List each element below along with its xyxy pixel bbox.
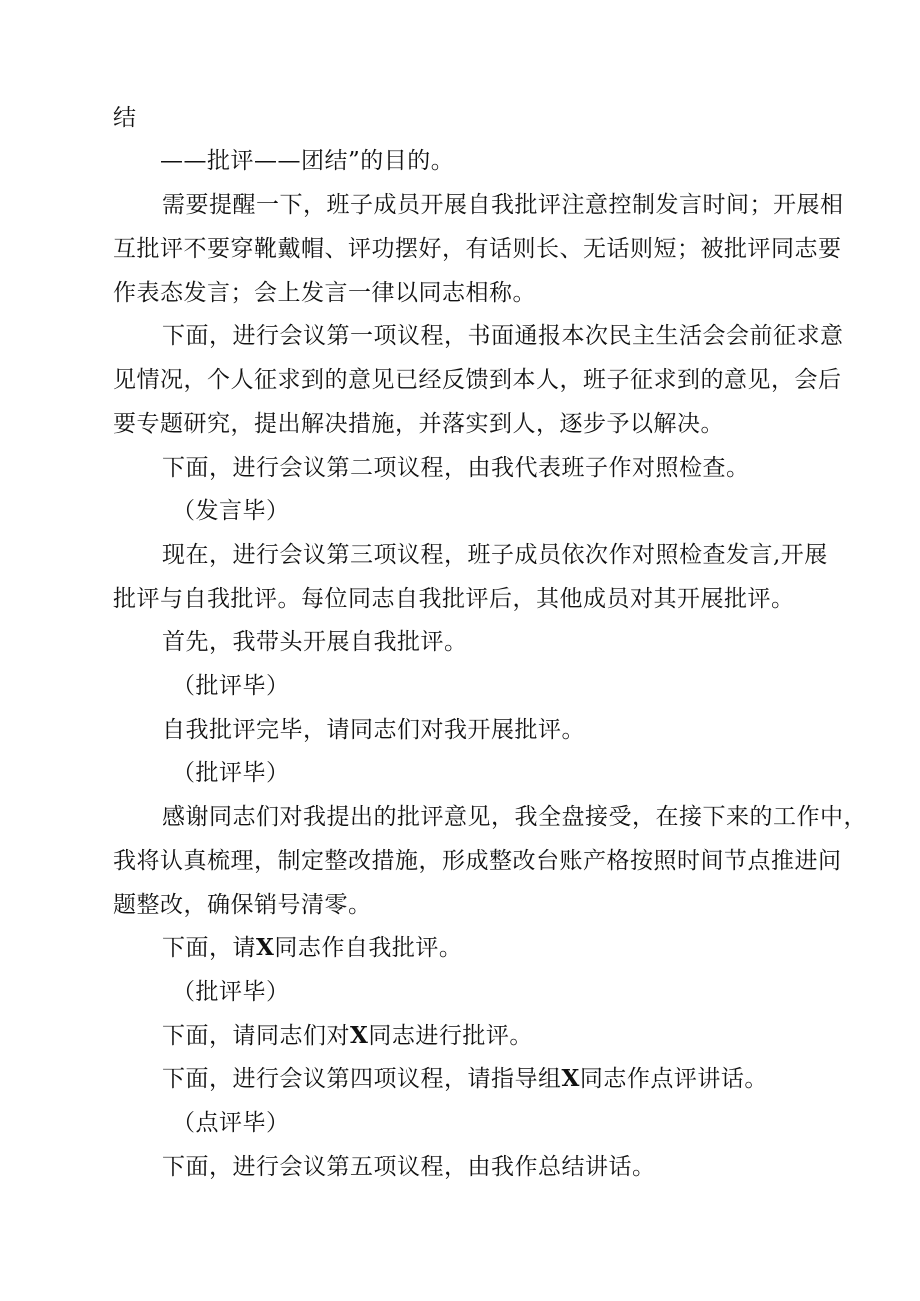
text-line-8: 要专题研究，提出解决措施，并落实到人，逐步予以解决。: [113, 411, 724, 437]
text-line-2: ——批评——团结”的目的。: [160, 148, 455, 174]
text-segment: 同志作点评讲话。: [579, 1066, 768, 1092]
text-line-19: 题整改，确保销号清零。: [113, 892, 372, 918]
text-line-4: 互批评不要穿靴戴帽、评功摆好，有话则长、无话则短；被批评同志要: [113, 236, 842, 262]
text-segment: 同志进行批评。: [368, 1023, 533, 1049]
text-line-20: [162, 933, 462, 963]
text-segment: 下面，进行会议第四项议程，请指导组: [162, 1066, 562, 1092]
text-line-1: 结: [113, 105, 137, 131]
text-line-25: 下面，进行会议第五项议程，由我作总结讲话。: [162, 1154, 656, 1180]
text-line-7: 见情况，个人征求到的意见已经反馈到本人，班子征求到的意见，会后: [113, 367, 842, 393]
remark-comment-finished: （点评毕）: [172, 1110, 290, 1136]
text-line-9: 下面，进行会议第二项议程，由我代表班子作对照检查。: [162, 455, 750, 481]
remark-criticism-finished: （批评毕）: [172, 760, 290, 786]
text-line-6: 下面，进行会议第一项议程，书面通报本次民主生活会会前征求意: [162, 323, 844, 349]
remark-criticism-finished: （批评毕）: [172, 979, 290, 1005]
text-line-3: 需要提醒一下，班子成员开展自我批评注意控制发言时间；开展相: [162, 192, 844, 218]
placeholder-x: X: [561, 1065, 580, 1092]
text-line-18: 我将认真梳理，制定整改措施，形成整改台账产格按照时间节点推进问: [113, 848, 842, 874]
text-segment: 下面，请同志们对: [162, 1023, 350, 1049]
placeholder-x: X: [256, 934, 275, 961]
text-line-23: [162, 1064, 768, 1094]
text-line-17: 感谢同志们对我提出的批评意见，我全盘接受，在接下来的工作中，: [162, 804, 867, 830]
remark-speech-finished: （发言毕）: [172, 498, 290, 524]
text-line-13: 首先，我带头开展自我批评。: [162, 629, 468, 655]
text-line-11: 现在，进行会议第三项议程，班子成员依次作对照检查发言,开展: [162, 542, 828, 568]
text-line-12: 批评与自我批评。每位同志自我批评后，其他成员对其开展批评。: [113, 586, 795, 612]
text-segment: 下面，请: [162, 935, 256, 961]
text-line-5: 作表态发言；会上发言一律以同志相称。: [113, 280, 536, 306]
text-segment: 同志作自我批评。: [274, 935, 463, 961]
remark-criticism-finished: （批评毕）: [172, 673, 290, 699]
text-line-22: [162, 1021, 533, 1051]
placeholder-x: X: [350, 1022, 369, 1049]
text-line-15: 自我批评完毕，请同志们对我开展批评。: [162, 717, 585, 743]
